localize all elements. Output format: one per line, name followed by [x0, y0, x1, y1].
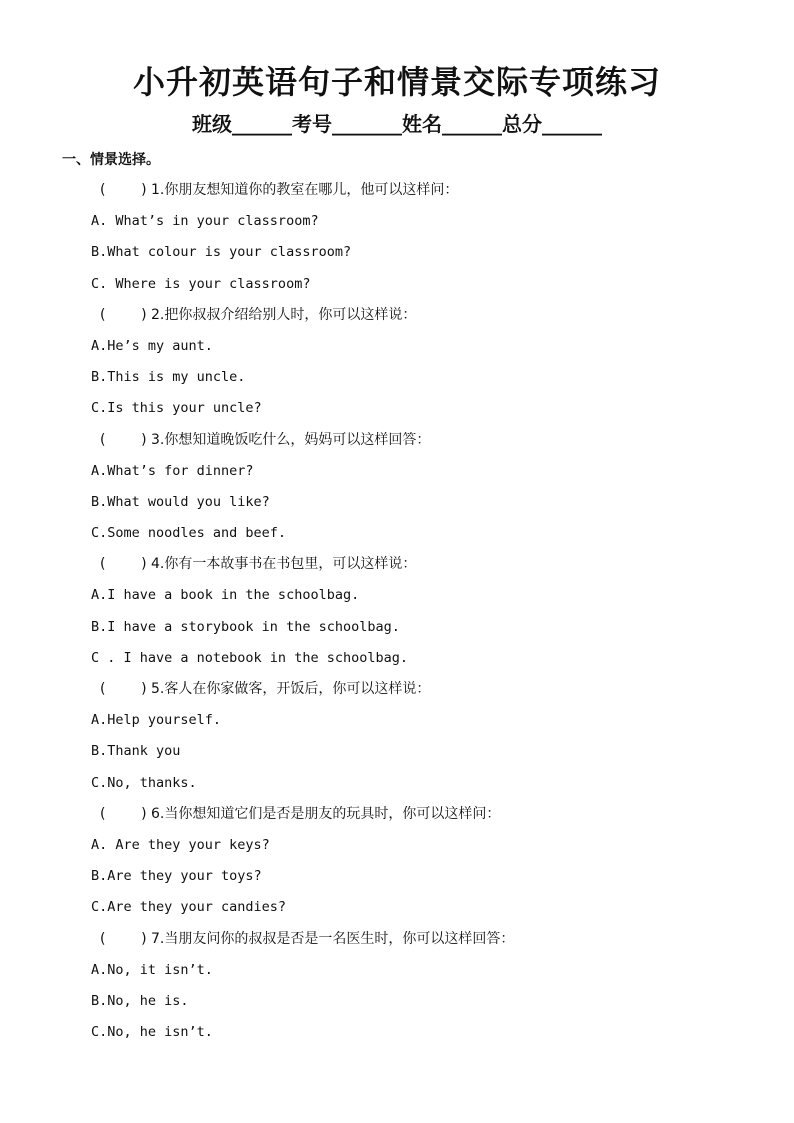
- option-a: A.No, it isn’t.: [91, 961, 213, 978]
- option-a: A.Help yourself.: [91, 712, 222, 729]
- option-a: A.What’s for dinner?: [91, 462, 254, 479]
- question-stem: ( ) 7.当朋友问你的叔叔是否是一名医生时，你可以这样回答：: [100, 930, 515, 947]
- option-c: C.No, he isn’t.: [91, 1024, 213, 1041]
- question-list: [0, 180, 794, 1053]
- question-stem: ( ) 3.你想知道晚饭吃什么，妈妈可以这样回答：: [100, 431, 431, 448]
- section-heading: 一、情景选择。: [62, 152, 160, 168]
- question-stem: ( ) 2.把你叔叔介绍给别人时，你可以这样说：: [100, 306, 417, 323]
- student-info-line: [0, 110, 794, 138]
- option-b: B.What would you like?: [91, 493, 270, 510]
- option-b: B.What colour is your classroom?: [91, 244, 352, 261]
- option-c: C.No, thanks.: [91, 774, 197, 791]
- question-stem: ( ) 5.客人在你家做客，开饭后，你可以这样说：: [100, 681, 431, 697]
- option-a: A.I have a book in the schoolbag.: [91, 587, 360, 604]
- option-c: C.Are they your candies?: [91, 899, 287, 916]
- option-b: B.I have a storybook in the schoolbag.: [91, 618, 400, 635]
- option-c: C.Is this your uncle?: [91, 400, 262, 417]
- option-a: A. What’s in your classroom?: [91, 213, 319, 230]
- option-c: C.Some noodles and beef.: [91, 525, 287, 542]
- student-info-text: 班级______考号_______姓名______总分______: [192, 112, 602, 136]
- question-stem: ( ) 4.你有一本故事书在书包里，可以这样说：: [100, 556, 417, 573]
- option-a: A. Are they your keys?: [91, 836, 270, 853]
- option-c: C. Where is your classroom?: [91, 275, 311, 292]
- option-b: B.Thank you: [91, 743, 181, 760]
- page-title: 小升初英语句子和情景交际专项练习: [132, 63, 661, 101]
- option-b: B.This is my uncle.: [91, 369, 246, 386]
- option-a: A.He’s my aunt.: [91, 337, 213, 354]
- question-stem: ( ) 1.你朋友想知道你的教室在哪儿，他可以这样问：: [100, 182, 459, 198]
- question-stem: ( ) 6.当你想知道它们是否是朋友的玩具时，你可以这样问：: [100, 805, 501, 822]
- option-b: B.No, he is.: [91, 992, 189, 1009]
- option-c: C . I have a notebook in the schoolbag.: [91, 649, 408, 666]
- option-b: B.Are they your toys?: [91, 868, 262, 885]
